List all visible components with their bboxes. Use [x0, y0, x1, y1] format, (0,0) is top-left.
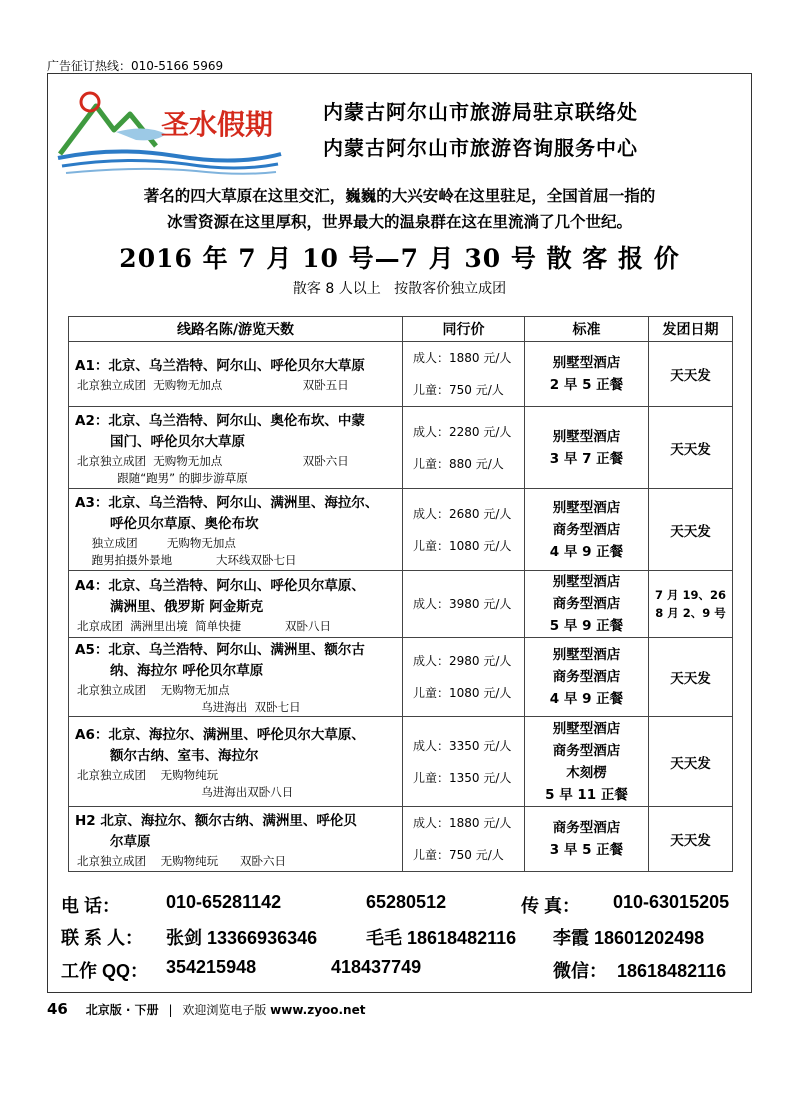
standard-line: 别墅型酒店 [552, 428, 621, 445]
site-link[interactable]: www.zyoo.net [270, 1003, 366, 1017]
standard-cell [525, 407, 649, 489]
org-title-1: 内蒙古阿尔山市旅游局驻京联络处 [323, 100, 638, 124]
standard-cell [525, 717, 649, 807]
standard-cell [525, 638, 649, 717]
route-title-line: A6：北京、海拉尔、满洲里、呼伦贝尔大草原、 [75, 726, 365, 743]
table-header-row [69, 317, 733, 342]
standard-line: 商务型酒店 [552, 742, 621, 759]
page-footer [47, 1000, 365, 1018]
org-title-2: 内蒙古阿尔山市旅游咨询服务中心 [323, 136, 638, 160]
route-row [69, 717, 733, 807]
route-title-line: A1：北京、乌兰浩特、阿尔山、呼伦贝尔大草原 [75, 358, 365, 374]
departure-cell [649, 638, 733, 717]
fax-label: 传 真： [521, 896, 581, 916]
standard-line: 2 早 5 正餐 [549, 377, 624, 393]
contact-phone-row [61, 892, 751, 918]
route-title-line: A3：北京、乌兰浩特、阿尔山、满洲里、海拉尔、 [75, 494, 379, 511]
price-headline: 2016 年 7 月 10 号—7 月 30 号 散 客 报 价 [119, 244, 680, 273]
child-price: 儿童：1080 元/人 [413, 538, 512, 553]
child-price: 儿童：1350 元/人 [413, 770, 512, 785]
route-row [69, 489, 733, 571]
route-cell [69, 489, 403, 571]
route-title-line: 额尔古纳、室韦、海拉尔 [110, 747, 259, 764]
route-note: 乌进海出双卧八日 [77, 784, 294, 799]
qq-2: 418437749 [331, 957, 422, 977]
route-title-line: A2：北京、乌兰浩特、阿尔山、奥伦布坎、中蒙 [75, 412, 365, 429]
standard-line: 别墅型酒店 [552, 355, 621, 371]
route-cell [69, 717, 403, 807]
phone-label: 电 话： [61, 896, 121, 916]
price-cell [403, 638, 525, 717]
departure-line: 7 月 19、26 [654, 588, 726, 602]
browse-text: 欢迎浏览电子版 [182, 1003, 271, 1017]
route-title-line: 尔草原 [110, 833, 151, 850]
route-cell [69, 342, 403, 407]
child-price: 儿童：880 元/人 [413, 456, 504, 471]
adult-price: 成人：3350 元/人 [413, 738, 512, 753]
standard-line: 3 早 7 正餐 [549, 450, 624, 467]
contact-person-3: 李霞 18601202498 [553, 928, 705, 948]
route-cell [69, 571, 403, 638]
standard-line: 4 早 9 正餐 [549, 691, 624, 707]
departure-line: 天天发 [670, 523, 711, 540]
route-row [69, 807, 733, 872]
standard-line: 木刻楞 [566, 764, 607, 781]
route-note: 北京独立成团 无购物无加点 双卧六日 [77, 453, 349, 468]
fax-number: 010-63015205 [613, 892, 730, 912]
qq-1: 354215948 [166, 957, 257, 977]
standard-line: 5 早 9 正餐 [549, 618, 624, 634]
route-title-line: 满洲里、俄罗斯 阿金斯克 [110, 598, 264, 615]
standard-line: 别墅型酒店 [552, 499, 621, 516]
route-row [69, 571, 733, 638]
route-row [69, 638, 733, 717]
contact-label: 联 系 人： [61, 928, 144, 948]
contact-person-2: 毛毛 18618482116 [366, 928, 517, 948]
shengshui-logo [56, 84, 286, 176]
standard-line: 4 早 9 正餐 [549, 543, 624, 560]
departure-line: 8 月 2、9 号 [655, 606, 726, 620]
route-title-line: 纳、海拉尔 呼伦贝尔草原 [110, 663, 264, 679]
adult-price: 成人：1880 元/人 [413, 816, 512, 830]
route-cell [69, 638, 403, 717]
standard-line: 别墅型酒店 [552, 647, 621, 663]
qq-label: 工作 QQ： [61, 961, 149, 981]
route-note: 北京独立成团 无购物无加点 双卧五日 [77, 378, 349, 392]
route-row [69, 342, 733, 407]
standard-line: 5 早 11 正餐 [545, 786, 628, 803]
standard-line: 商务型酒店 [552, 820, 621, 836]
departure-line: 天天发 [670, 833, 711, 849]
route-title [69, 409, 402, 453]
departure-cell [649, 489, 733, 571]
header-standard: 标准 [525, 317, 649, 342]
route-title [69, 809, 402, 853]
route-title-line: A5：北京、乌兰浩特、阿尔山、满洲里、额尔古 [75, 642, 365, 658]
adult-price: 成人：1880 元/人 [413, 351, 512, 365]
departure-cell [649, 342, 733, 407]
standard-line: 3 早 5 正餐 [549, 842, 624, 858]
contact-qq-row [61, 957, 751, 983]
header-departure: 发团日期 [649, 317, 733, 342]
route-note: 北京独立成团 无购物纯玩 [77, 767, 219, 782]
phone-2: 65280512 [366, 892, 447, 912]
adult-price: 成人：2680 元/人 [413, 506, 512, 521]
route-title [69, 638, 402, 682]
route-row [69, 407, 733, 489]
standard-line: 别墅型酒店 [552, 574, 621, 590]
contact-person-row [61, 924, 751, 950]
departure-cell [649, 407, 733, 489]
contact-person-1: 张剑 13366936346 [166, 928, 318, 948]
route-cell [69, 807, 403, 872]
child-price: 儿童：750 元/人 [413, 848, 504, 862]
edition-label: 北京版 · 下册 [85, 1003, 159, 1017]
route-title [69, 574, 402, 618]
route-note: 北京成团 满洲里出境 简单快捷 双卧八日 [77, 618, 331, 633]
route-note: 跟随“跑男” 的脚步游草原 [77, 470, 248, 485]
route-note: 乌进海出 双卧七日 [77, 700, 301, 714]
departure-cell [649, 807, 733, 872]
logo-text: 圣水假期 [161, 108, 274, 141]
route-title-line: H2 北京、海拉尔、额尔古纳、满洲里、呼伦贝 [75, 812, 357, 829]
price-cell [403, 407, 525, 489]
departure-cell [649, 717, 733, 807]
route-title-line: 国门、呼伦贝尔大草原 [110, 433, 245, 450]
ad-frame [47, 73, 752, 993]
adult-price: 成人：2980 元/人 [413, 654, 512, 668]
route-note: 北京独立成团 无购物无加点 [77, 683, 230, 697]
departure-line: 天天发 [670, 441, 711, 458]
header-route: 线路名陈/游览天数 [69, 317, 403, 342]
route-note: 跑男拍摄外景地 大环线双卧七日 [77, 552, 297, 567]
ad-hotline: 广告征订热线：010-5166 5969 [47, 59, 224, 73]
departure-line: 天天发 [670, 755, 711, 772]
price-cell [403, 807, 525, 872]
price-cell [403, 571, 525, 638]
intro-line-2: 冰雪资源在这里厚积，世界最大的温泉群在这在里流淌了几个世纪。 [166, 212, 632, 231]
price-cell [403, 342, 525, 407]
header-price: 同行价 [403, 317, 525, 342]
intro-line-1: 著名的四大草原在这里交汇，巍巍的大兴安岭在这里驻足，全国首屈一指的 [143, 186, 656, 205]
standard-line: 商务型酒店 [552, 596, 621, 612]
standard-line: 商务型酒店 [552, 669, 621, 685]
departure-cell [649, 571, 733, 638]
route-title-line: 呼伦贝尔草原、奥伦布坎 [110, 515, 259, 532]
standard-line: 商务型酒店 [552, 521, 621, 538]
routes-table [68, 316, 733, 872]
price-subline: 散客 8 人以上 按散客价独立成团 [292, 281, 507, 297]
standard-cell [525, 571, 649, 638]
wechat: 微信： 18618482116 [553, 961, 727, 981]
adult-price: 成人：3980 元/人 [413, 597, 512, 611]
page-number: 46 [47, 1000, 68, 1018]
standard-line: 别墅型酒店 [552, 720, 621, 737]
departure-line: 天天发 [670, 671, 711, 687]
route-note: 北京独立成团 无购物纯玩 双卧六日 [77, 853, 287, 868]
adult-price: 成人：2280 元/人 [413, 424, 512, 439]
route-cell [69, 407, 403, 489]
route-note: 独立成团 无购物无加点 [77, 535, 236, 550]
route-title [69, 354, 402, 377]
departure-line: 天天发 [670, 368, 711, 384]
price-cell [403, 489, 525, 571]
child-price: 儿童：1080 元/人 [413, 686, 512, 700]
route-title-line: A4：北京、乌兰浩特、阿尔山、呼伦贝尔草原、 [75, 577, 365, 594]
footer-separator: | [168, 1003, 173, 1017]
standard-cell [525, 807, 649, 872]
route-title [69, 723, 402, 767]
standard-cell [525, 342, 649, 407]
phone-1: 010-65281142 [166, 892, 282, 912]
child-price: 儿童：750 元/人 [413, 383, 504, 397]
standard-cell [525, 489, 649, 571]
route-title [69, 491, 402, 535]
price-cell [403, 717, 525, 807]
